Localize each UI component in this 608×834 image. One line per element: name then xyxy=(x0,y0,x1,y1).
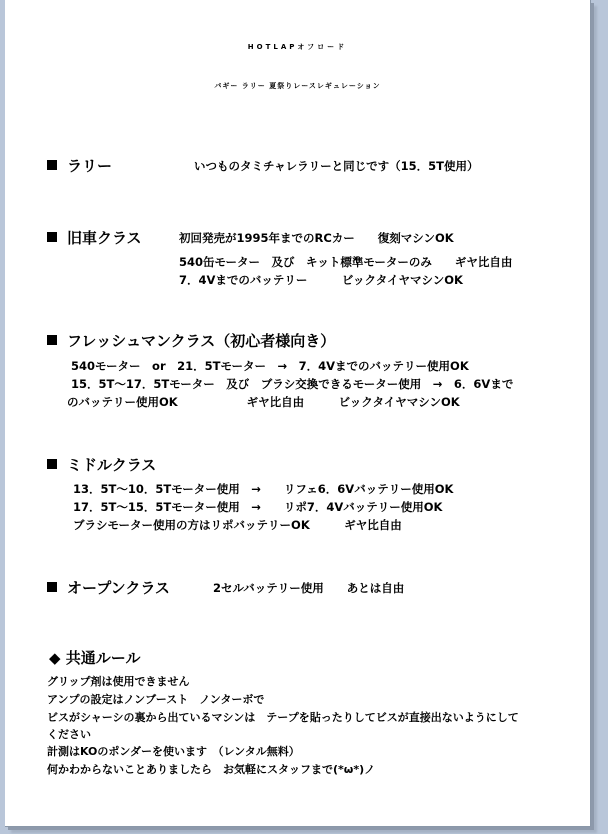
freshman-line-3: のバッテリー使用OK ギヤ比自由 ビックタイヤマシンOK xyxy=(67,395,460,409)
open-heading xyxy=(47,577,170,598)
open-desc: 2セルバッテリー使用 あとは自由 xyxy=(213,581,405,595)
square-bullet-icon xyxy=(47,459,57,469)
old-car-line-3: 7．4Vまでのバッテリー ビックタイヤマシンOK xyxy=(179,273,463,287)
rally-heading xyxy=(47,155,112,176)
common-rule-5: 何かわからないことありましたら お気軽にスタッフまで(*ω*)ノ xyxy=(47,763,376,776)
title-line-2: バギー ラリー 夏祭りレースレギュレーション xyxy=(214,82,381,90)
square-bullet-icon xyxy=(47,232,57,242)
old-car-line-1: 初回発売が1995年までのRCカー 復刻マシンOK xyxy=(179,231,454,245)
document-page xyxy=(5,0,591,827)
freshman-line-1: 540モーター or 21．5Tモーター → 7．4Vまでのバッテリー使用OK xyxy=(71,359,469,373)
freshman-heading-label: フレッシュマンクラス（初心者様向き） xyxy=(67,332,336,350)
middle-line-2: 17．5T～15．5Tモーター使用 → リポ7．4Vバッテリー使用OK xyxy=(73,500,443,514)
common-rule-1: グリップ剤は使用できません xyxy=(47,675,190,688)
common-rule-2: アンプの設定はノンブースト ノンターボで xyxy=(47,693,265,706)
middle-heading xyxy=(47,454,156,475)
old-car-line-2: 540缶モーター 及び キット標準モーターのみ ギヤ比自由 xyxy=(179,255,513,269)
old-car-heading-label: 旧車クラス xyxy=(67,229,142,247)
middle-line-3: ブラシモーター使用の方はリポバッテリーOK ギヤ比自由 xyxy=(73,518,402,532)
open-heading-label: オープンクラス xyxy=(67,579,170,597)
rally-heading-label: ラリー xyxy=(67,157,113,175)
middle-line-1: 13．5T～10．5Tモーター使用 → リフェ6．6Vバッテリー使用OK xyxy=(73,482,454,496)
common-rule-3a: ビスがシャーシの裏から出ているマシンは テープを貼ったりしてビスが直接出ないようにして xyxy=(47,711,519,724)
old-car-heading xyxy=(47,227,142,248)
title-line-1: HOTLAPオフロード xyxy=(247,43,348,51)
common-rule-3b: ください xyxy=(47,728,91,741)
square-bullet-icon xyxy=(47,160,57,170)
middle-heading-label: ミドルクラス xyxy=(67,456,157,474)
freshman-heading xyxy=(47,330,335,351)
common-rules-heading: ◆ 共通ルール xyxy=(49,649,141,667)
rally-desc: いつものタミチャレラリーと同じです（15．5T使用） xyxy=(194,159,479,173)
square-bullet-icon xyxy=(47,582,57,592)
common-rule-4: 計測はKOのポンダーを使います （レンタル無料） xyxy=(47,745,300,758)
square-bullet-icon xyxy=(47,335,57,345)
freshman-line-2: 15．5T～17．5Tモーター 及び ブラシ交換できるモーター使用 → 6．6Vまで xyxy=(71,377,514,391)
